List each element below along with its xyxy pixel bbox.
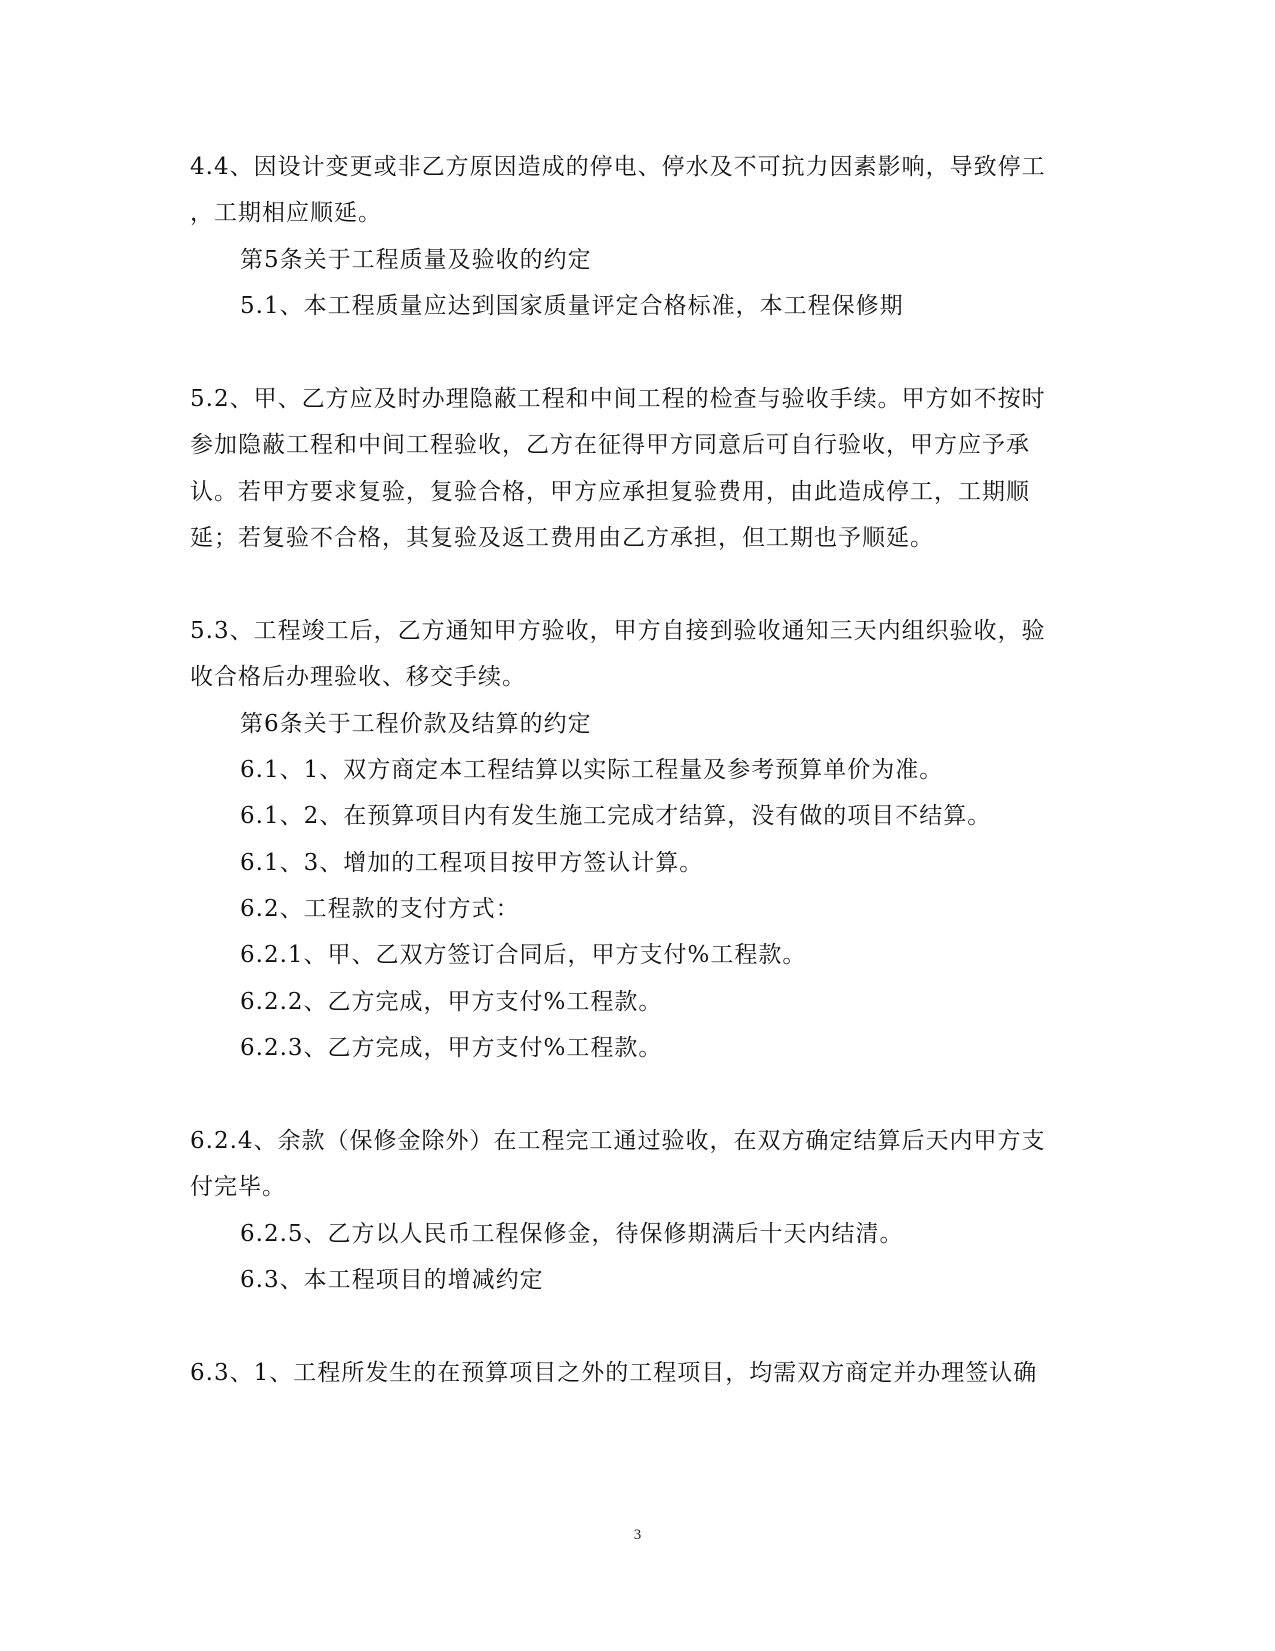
clause-5-2-line-4: 延；若复验不合格，其复验及返工费用由乙方承担，但工期也予顺延。 (190, 525, 934, 551)
clause-5-2-line-3: 认。若甲方要求复验，复验合格，甲方应承担复验费用，由此造成停工，工期顺 (190, 479, 1030, 505)
clause-6-1-3: 6.1、3、增加的工程项目按甲方签认计算。 (240, 850, 704, 876)
clause-6-1-1: 6.1、1、双方商定本工程结算以实际工程量及参考预算单价为准。 (240, 757, 944, 783)
article-5-heading: 第5条关于工程质量及验收的约定 (240, 247, 592, 273)
clause-6-3: 6.3、本工程项目的增减约定 (240, 1267, 544, 1293)
clause-6-2-1: 6.2.1、甲、乙双方签订合同后，甲方支付%工程款。 (240, 942, 807, 968)
clause-6-2-4-line-1: 6.2.4、余款（保修金除外）在工程完工通过验收，在双方确定结算后天内甲方支 (190, 1128, 1046, 1154)
clause-6-2-3: 6.2.3、乙方完成，甲方支付%工程款。 (240, 1035, 663, 1061)
clause-5-2-line-1: 5.2、甲、乙方应及时办理隐蔽工程和中间工程的检查与验收手续。甲方如不按时 (190, 386, 1046, 412)
clause-5-2-line-2: 参加隐蔽工程和中间工程验收，乙方在征得甲方同意后可自行验收，甲方应予承 (190, 432, 1030, 458)
clause-6-2-2: 6.2.2、乙方完成，甲方支付%工程款。 (240, 989, 663, 1015)
clause-6-2-5: 6.2.5、乙方以人民币工程保修金，待保修期满后十天内结清。 (240, 1221, 904, 1247)
clause-6-1-2: 6.1、2、在预算项目内有发生施工完成才结算，没有做的项目不结算。 (240, 803, 992, 829)
clause-6-2: 6.2、工程款的支付方式： (240, 896, 520, 922)
clause-4-4-line-2: ，工期相应顺延。 (190, 200, 382, 226)
clause-4-4-line-1: 4.4、因设计变更或非乙方原因造成的停电、停水及不可抗力因素影响，导致停工 (190, 154, 1046, 180)
clause-6-2-4-line-2: 付完毕。 (190, 1174, 286, 1200)
clause-5-3-line-1: 5.3、工程竣工后，乙方通知甲方验收，甲方自接到验收通知三天内组织验收，验 (190, 618, 1046, 644)
clause-5-1: 5.1、本工程质量应达到国家质量评定合格标准，本工程保修期 (240, 293, 904, 319)
clause-5-3-line-2: 收合格后办理验收、移交手续。 (190, 664, 526, 690)
page-number: 3 (633, 1527, 642, 1543)
clause-6-3-1-line-1: 6.3、1、工程所发生的在预算项目之外的工程项目，均需双方商定并办理签认确 (190, 1360, 1038, 1386)
article-6-heading: 第6条关于工程价款及结算的约定 (240, 711, 592, 737)
